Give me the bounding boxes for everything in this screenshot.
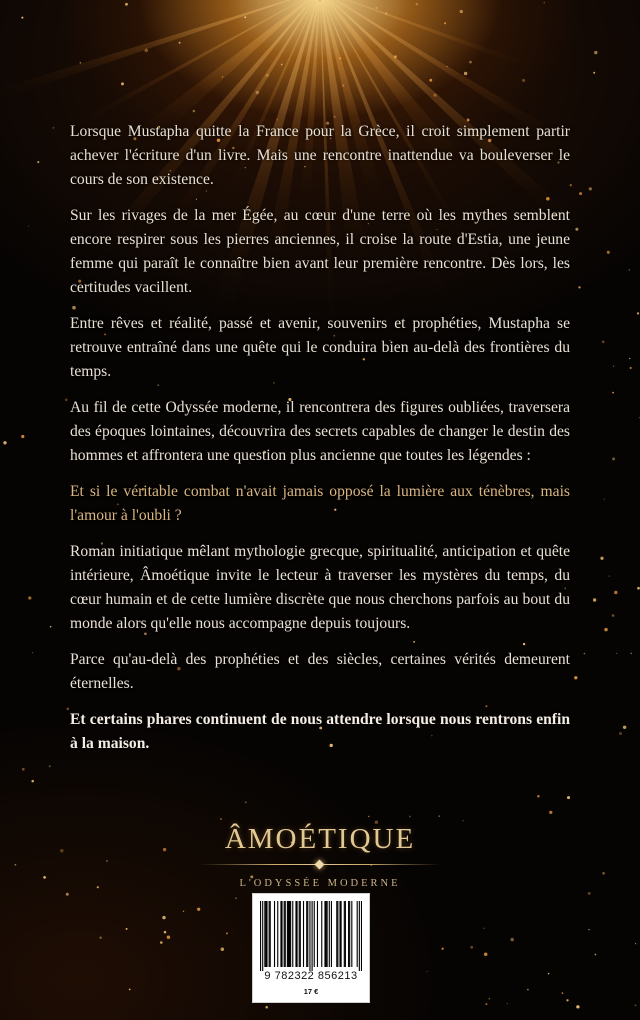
ember-spark xyxy=(244,16,246,18)
ember-spark xyxy=(164,931,167,934)
ember-spark xyxy=(126,928,128,930)
barcode-bar xyxy=(309,901,310,971)
ember-spark xyxy=(447,66,448,67)
ember-spark xyxy=(281,64,283,66)
ember-spark xyxy=(22,768,25,771)
ember-spark xyxy=(604,628,608,632)
ember-spark xyxy=(600,557,603,560)
ember-spark xyxy=(588,929,589,930)
barcode-bar xyxy=(284,901,285,967)
isbn-barcode-box xyxy=(252,893,370,1003)
barcode-bar xyxy=(306,901,307,967)
ember-spark xyxy=(594,51,597,54)
ember-spark xyxy=(609,575,610,576)
ember-spark xyxy=(53,127,55,129)
ember-spark xyxy=(527,989,529,991)
ember-spark xyxy=(629,358,630,359)
ember-spark xyxy=(65,398,68,401)
barcode-bar xyxy=(344,901,345,967)
ember-spark xyxy=(623,726,626,729)
barcode-bar xyxy=(317,901,318,967)
ember-spark xyxy=(121,82,124,85)
barcode-bar xyxy=(325,901,326,967)
ember-spark xyxy=(37,161,39,163)
ember-spark xyxy=(612,457,615,460)
ornamental-divider xyxy=(200,858,440,872)
barcode-bar xyxy=(265,901,266,967)
ember-spark xyxy=(429,79,432,82)
book-title: ÂMOÉTIQUE xyxy=(224,823,416,855)
barcode-bar xyxy=(287,901,288,967)
barcode-bar xyxy=(281,901,282,967)
ember-spark xyxy=(163,848,166,851)
ember-spark xyxy=(549,811,552,814)
ember-spark xyxy=(221,948,224,951)
barcode-bar xyxy=(341,901,342,967)
barcode-bar xyxy=(274,901,275,967)
synopsis-paragraph-4: Au fil de cette Odyssée moderne, il rencontrera des figures oubliées, traversera des époques lointaines, découvrira des secrets capables de changer le destin des hommes et affrontera une question plus ancienne que toutes les légendes : xyxy=(70,399,570,464)
ember-spark xyxy=(193,110,196,113)
ember-spark xyxy=(470,946,473,949)
ember-spark xyxy=(607,251,610,254)
ember-spark xyxy=(50,626,52,628)
ember-spark xyxy=(162,916,165,919)
ember-spark xyxy=(630,367,632,369)
ember-spark xyxy=(510,938,513,941)
ember-spark xyxy=(67,708,70,711)
price-label: 17 € xyxy=(303,987,319,996)
ember-spark xyxy=(595,954,597,956)
ember-spark xyxy=(575,228,578,231)
ember-spark xyxy=(578,286,580,288)
ember-spark xyxy=(460,10,463,13)
ember-spark xyxy=(462,820,463,821)
ember-spark xyxy=(334,116,336,118)
ember-spark xyxy=(441,948,443,950)
ember-spark xyxy=(614,591,617,594)
ember-spark xyxy=(464,72,467,75)
ember-spark xyxy=(637,312,639,314)
ember-spark xyxy=(616,653,617,654)
barcode-bar xyxy=(289,901,290,967)
barcode-bar xyxy=(288,901,289,967)
ember-spark xyxy=(602,340,605,343)
ember-spark xyxy=(635,943,636,944)
barcode-bar xyxy=(277,901,278,967)
barcode-bar xyxy=(300,901,301,967)
ember-spark xyxy=(574,676,577,679)
barcode-bar xyxy=(299,901,300,967)
ember-spark xyxy=(31,780,34,783)
synopsis-paragraph-2: Sur les rivages de la mer Égée, au cœur d'une terre où les mythes semblent encore respirer sous les pierres anciennes, il croise la route d'Estia, une jeune femme qui paraît le connaître bien avant leur première rencontre. Dès lors, les certitudes vacillent. xyxy=(70,207,570,296)
ember-spark xyxy=(579,192,582,195)
barcode-bar xyxy=(339,901,340,967)
ember-spark xyxy=(3,441,6,444)
ember-spark xyxy=(32,652,33,653)
ember-spark xyxy=(485,1003,487,1005)
ember-spark xyxy=(318,0,321,1)
ember-spark xyxy=(613,366,614,367)
ember-spark xyxy=(602,872,605,875)
ember-spark xyxy=(637,587,640,590)
ember-spark xyxy=(66,893,69,896)
barcode-bar xyxy=(307,901,308,967)
ember-spark xyxy=(129,989,131,991)
ember-spark xyxy=(427,971,428,972)
ember-spark xyxy=(21,435,24,438)
ember-spark xyxy=(589,187,592,190)
ember-spark xyxy=(619,732,622,735)
ember-spark xyxy=(544,2,545,3)
ember-spark xyxy=(629,269,630,270)
book-subtitle: L'ODYSSÉE MODERNE xyxy=(239,878,401,889)
ember-spark xyxy=(160,941,163,944)
barcode-bar xyxy=(264,901,265,967)
ember-spark xyxy=(266,74,269,77)
ember-spark xyxy=(220,818,222,820)
ember-spark xyxy=(507,1003,508,1004)
barcode-icon xyxy=(260,901,362,971)
barcode-bar xyxy=(361,901,362,971)
ember-spark xyxy=(548,973,550,975)
barcode-bar xyxy=(312,901,313,971)
ember-spark xyxy=(15,864,17,866)
barcode-bar xyxy=(314,901,315,967)
ember-spark xyxy=(635,1005,637,1007)
ember-spark xyxy=(604,499,605,500)
ember-spark xyxy=(375,7,377,9)
ember-spark xyxy=(197,908,200,911)
ember-spark xyxy=(522,79,525,82)
barcode-bar xyxy=(321,901,322,967)
barcode-bar xyxy=(329,901,330,967)
ember-spark xyxy=(438,815,440,817)
synopsis-paragraph-7: Parce qu'au-delà des prophéties et des siècles, certaines vérités demeurent éternelles. xyxy=(70,651,570,692)
barcode-bar xyxy=(280,901,281,967)
barcode-bar xyxy=(262,901,263,971)
ember-spark xyxy=(265,1006,268,1009)
ember-spark xyxy=(593,598,596,601)
ember-spark xyxy=(593,72,595,74)
ember-spark xyxy=(145,49,149,53)
synopsis-paragraph-3: Entre rêves et réalité, passé et avenir, souvenirs et prophéties, Mustapha se retrouve entraîné dans une quête qui le conduira bien au-delà des frontières du temps. xyxy=(70,315,570,380)
barcode-bar xyxy=(348,901,349,967)
barcode-bar xyxy=(260,901,261,971)
ember-spark xyxy=(43,876,46,879)
ember-spark xyxy=(588,892,591,895)
ember-spark xyxy=(409,816,411,818)
barcode-bar xyxy=(295,901,296,967)
barcode-bar xyxy=(269,901,270,967)
book-title-block xyxy=(200,822,440,889)
ember-spark xyxy=(612,614,615,617)
ember-spark xyxy=(28,596,31,599)
ember-spark xyxy=(97,886,99,888)
ember-spark xyxy=(245,801,247,803)
ember-spark xyxy=(80,62,82,64)
ember-spark xyxy=(256,91,259,94)
synopsis-paragraph-6: Roman initiatique mêlant mythologie grecque, spiritualité, anticipation et quête intérieure, Âmoétique invite le lecteur à traverser les mystères du temps, du cœur humain et de cette lumière discrète que nous cherchons parfois au bout du monde alors qu'elle nous accompagne depuis toujours. xyxy=(70,543,570,632)
ember-spark xyxy=(566,999,568,1001)
ember-spark xyxy=(433,93,436,96)
ember-spark xyxy=(567,796,570,799)
ember-spark xyxy=(60,849,63,852)
barcode-bar xyxy=(359,901,360,971)
barcode-bar xyxy=(324,901,325,967)
ember-spark xyxy=(385,12,387,14)
ember-spark xyxy=(179,42,181,44)
barcode-bar xyxy=(290,901,291,967)
ember-spark xyxy=(444,22,446,24)
ember-spark xyxy=(612,392,614,394)
barcode-bar xyxy=(345,901,346,967)
ember-spark xyxy=(537,795,540,798)
synopsis-text xyxy=(70,120,570,756)
ember-spark xyxy=(469,61,472,64)
barcode-bar xyxy=(270,901,271,967)
ember-spark xyxy=(416,3,418,5)
barcode-bar xyxy=(327,901,328,967)
synopsis-paragraph-1: Lorsque Mustapha quitte la France pour la Grèce, il croit simplement partir achever l'écriture d'un livre. Mais une rencontre inattendue va bouleverser le cours de son existence. xyxy=(70,123,570,188)
ember-spark xyxy=(484,928,485,929)
ember-spark xyxy=(226,932,228,934)
synopsis-question: Et si le véritable combat n'avait jamais opposé la lumière aux ténèbres, mais l'amour à l'oubli ? xyxy=(70,483,570,524)
ember-spark xyxy=(183,911,184,912)
barcode-bar xyxy=(331,901,332,967)
barcode-bar xyxy=(349,901,350,967)
ember-spark xyxy=(106,860,108,862)
ember-spark xyxy=(562,992,564,994)
ember-spark xyxy=(484,953,488,957)
barcode-bar xyxy=(351,901,352,967)
ember-spark xyxy=(488,998,490,1000)
barcode-bar xyxy=(297,901,298,967)
ember-spark xyxy=(28,226,29,227)
ember-spark xyxy=(167,935,170,938)
ember-spark xyxy=(49,765,51,767)
barcode-bar xyxy=(292,901,293,967)
synopsis-closing-line: Et certains phares continuent de nous attendre lorsque nous rentrons enfin à la maison. xyxy=(70,711,570,752)
barcode-bar xyxy=(285,901,286,967)
ember-spark xyxy=(576,1005,579,1008)
ember-spark xyxy=(222,76,224,78)
barcode-bar xyxy=(336,901,337,967)
ember-spark xyxy=(394,55,397,58)
barcode-bar xyxy=(303,901,304,967)
ember-spark xyxy=(21,17,23,19)
ember-spark xyxy=(368,816,370,818)
ember-spark xyxy=(235,897,236,898)
diamond-ornament-icon xyxy=(315,860,325,870)
ember-spark xyxy=(342,84,344,86)
barcode-bar xyxy=(357,901,358,967)
ember-spark xyxy=(339,57,341,59)
isbn-number: 9 782322 856213 xyxy=(264,970,358,982)
ember-spark xyxy=(125,3,128,6)
ember-spark xyxy=(584,653,586,655)
barcode-bar xyxy=(266,901,267,967)
ember-spark xyxy=(99,937,101,939)
barcode-bar xyxy=(337,901,338,967)
ember-spark xyxy=(630,653,632,655)
